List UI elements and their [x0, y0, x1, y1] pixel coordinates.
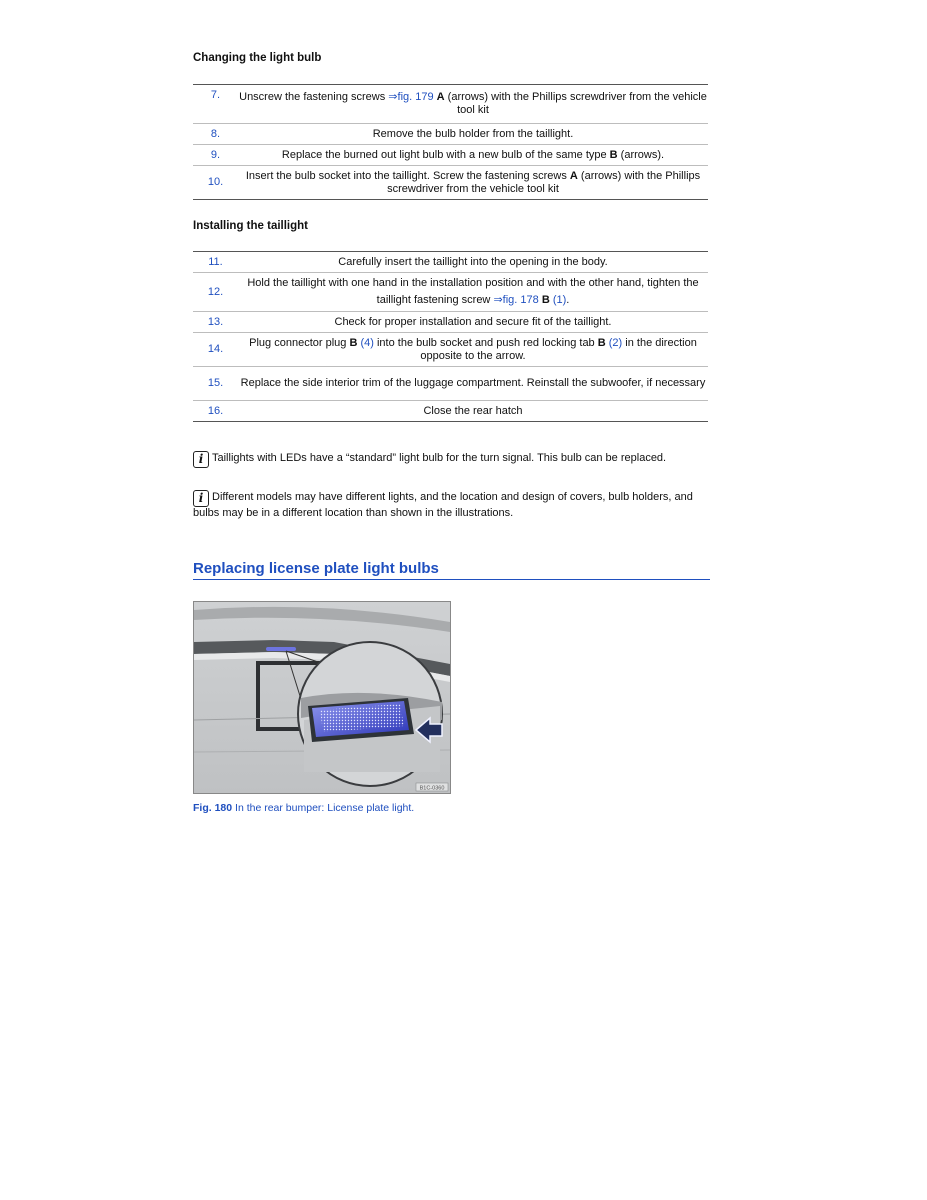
- license-plate-light-figure: [193, 601, 451, 794]
- step-row: [193, 401, 708, 422]
- note-text: Taillights with LEDs have a “standard” light bulb for the turn signal. This bulb can be replaced.: [212, 452, 667, 464]
- note-text: Different models may have different lights, and the location and design of covers, bulb holders, and bulbs may be in a different location than shown in the illustrations.: [193, 491, 693, 519]
- step-text: Close the rear hatch: [238, 401, 708, 422]
- steps-table-installing-taillight: [193, 251, 708, 422]
- step-text: Hold the taillight with one hand in the installation position and with the other hand, tighten the taillight fastening screw ⇒fig. 178 B (1).: [238, 273, 708, 312]
- step-number: 15.: [193, 367, 238, 401]
- steps-table-changing-bulb: [193, 84, 708, 200]
- figure-caption-text: In the rear bumper: License plate light.: [232, 802, 415, 814]
- section-heading-license-plate: Replacing license plate light bulbs: [193, 560, 710, 580]
- note-led-taillights: [193, 451, 708, 468]
- step-text: Carefully insert the taillight into the opening in the body.: [238, 252, 708, 273]
- cross-reference-link[interactable]: (4): [360, 336, 374, 349]
- step-text: Check for proper installation and secure fit of the taillight.: [238, 312, 708, 333]
- step-text: Replace the side interior trim of the luggage compartment. Reinstall the subwoofer, if necessary: [238, 367, 708, 401]
- step-text: Insert the bulb socket into the taillight. Screw the fastening screws A (arrows) with the Phillips screwdriver from the vehicle tool kit: [238, 166, 708, 200]
- section-heading-installing-taillight: Installing the taillight: [193, 220, 308, 232]
- step-row: [193, 145, 708, 166]
- cross-reference-link[interactable]: ⇒fig. 178: [493, 294, 539, 306]
- step-number: 14.: [193, 333, 238, 367]
- info-icon: i: [193, 490, 209, 507]
- license-plate-light-illustration: [194, 602, 450, 793]
- step-row: [193, 85, 708, 124]
- step-row: [193, 333, 708, 367]
- step-number: 9.: [193, 145, 238, 166]
- info-icon: i: [193, 451, 209, 468]
- step-row: [193, 273, 708, 312]
- step-number: 11.: [193, 252, 238, 273]
- step-row: [193, 124, 708, 145]
- step-text: Remove the bulb holder from the taillight.: [238, 124, 708, 145]
- section-heading-changing-bulb: Changing the light bulb: [193, 52, 322, 64]
- step-row: [193, 166, 708, 200]
- figure-caption: [193, 802, 414, 814]
- note-different-models: [193, 490, 708, 520]
- step-row: [193, 312, 708, 333]
- step-number: 8.: [193, 124, 238, 145]
- step-number: 7.: [193, 85, 238, 124]
- step-text: Replace the burned out light bulb with a new bulb of the same type B (arrows).: [238, 145, 708, 166]
- cross-reference-link[interactable]: ⇒fig. 179: [388, 91, 434, 103]
- step-number: 10.: [193, 166, 238, 200]
- step-text: Plug connector plug B (4) into the bulb socket and push red locking tab B (2) in the direction opposite to the arrow.: [238, 333, 708, 367]
- cross-reference-link[interactable]: (1): [552, 294, 567, 306]
- step-row: [193, 252, 708, 273]
- cross-reference-link[interactable]: (2): [608, 336, 623, 349]
- step-row: [193, 367, 708, 401]
- figure-code-label: B1C-0360: [419, 785, 445, 792]
- step-number: 12.: [193, 273, 238, 312]
- step-number: 13.: [193, 312, 238, 333]
- step-number: 16.: [193, 401, 238, 422]
- step-text: Unscrew the fastening screws ⇒fig. 179 A (arrows) with the Phillips screwdriver from the vehicle tool kit: [238, 85, 708, 124]
- figure-label: Fig. 180: [193, 802, 233, 814]
